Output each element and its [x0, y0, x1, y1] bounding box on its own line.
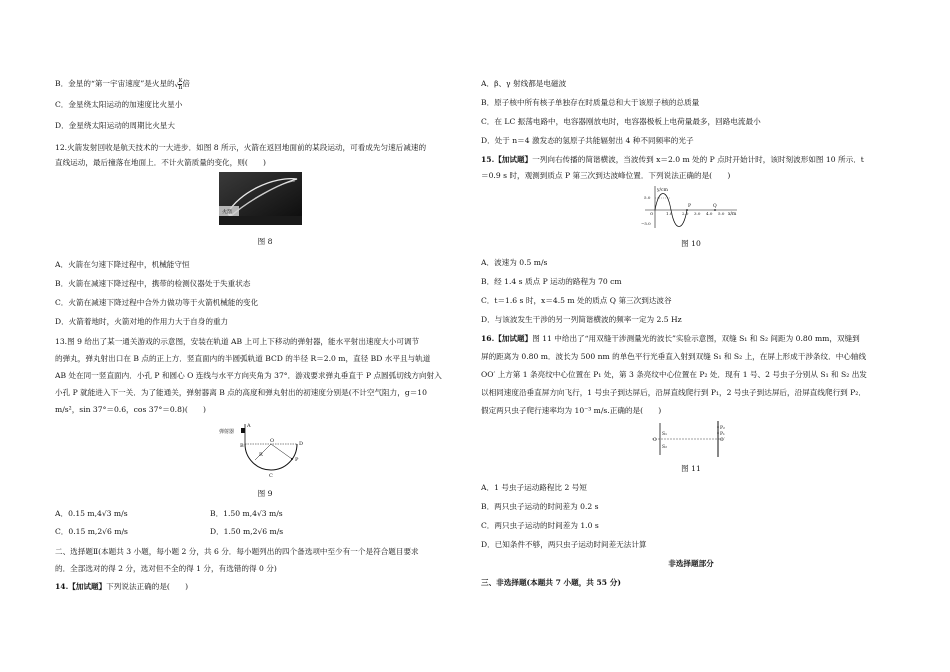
right-column	[481, 0, 901, 672]
label-o: O	[270, 438, 275, 444]
q15-option-b[interactable]: B．经 1.4 s 质点 P 运动的路程为 70 cm	[481, 277, 622, 286]
label-o-prime: O′	[720, 438, 725, 443]
q13-option-d[interactable]: D．1.50 m,2√6 m/s	[210, 527, 284, 536]
figure-8-caption: 图 8	[257, 237, 273, 246]
figure-10-caption: 图 10	[681, 239, 701, 248]
label-r: R	[259, 452, 263, 458]
tick-5: 5.0	[718, 211, 725, 216]
label-d: D	[299, 441, 304, 447]
tick-2: 2.0	[682, 211, 689, 216]
q13-option-c[interactable]: C．0.15 m,2√6 m/s	[55, 527, 128, 536]
q12-option-c[interactable]: C．火箭在减速下降过程中合外力做功等于火箭机械能的变化	[55, 298, 259, 307]
q12-option-d[interactable]: D．火箭着地时，火箭对地的作用力大于自身的重力	[55, 317, 229, 326]
figure-10-wave-graph	[641, 184, 741, 233]
q15-option-d[interactable]: D．与该波发生干涉的另一列简谐横波的频率一定为 2.5 Hz	[481, 315, 682, 324]
label-amplitude: 5.0	[644, 195, 651, 200]
q14-option-b[interactable]: B．原子核中所有核子单独存在时质量总和大于该原子核的总质量	[481, 98, 700, 107]
label-p: P	[688, 204, 692, 209]
label-p2: P₂	[720, 426, 725, 431]
q16-option-b[interactable]: B．两只虫子运动的时间差为 0.2 s	[481, 502, 599, 511]
section-3-heading: 三、非选择题(本题共 7 小题，共 55 分)	[481, 578, 621, 587]
figure-11-double-slit-diagram	[646, 419, 736, 462]
q12-option-a[interactable]: A．火箭在匀速下降过程中，机械能守恒	[55, 260, 190, 269]
label-y-axis: y/cm	[657, 188, 668, 193]
q14-option-c[interactable]: C．在 LC 振荡电路中，电容器刚放电时，电容器极板上电荷量最多，回路电流最小	[481, 117, 761, 126]
label-c: C	[269, 473, 273, 479]
q13-stem-line4: 小孔 P 就能进入下一关．为了能通关，弹射器离 B 点的高度和弹丸射出的初速度分别是(不计空气阻力，g＝10	[55, 388, 427, 397]
q13-stem-line1: 13.图 9 给出了某一通关游戏的示意图，安装在轨道 AB 上可上下移动的弹射器，能水平射出速度大小可调节	[55, 337, 420, 346]
figure-8-rocket-photo	[219, 172, 302, 228]
label-x-axis: x/m	[728, 212, 737, 217]
q13-option-b[interactable]: B．1.50 m,4√3 m/s	[210, 509, 283, 518]
q11-option-c[interactable]: C．金星绕太阳运动的加速度比火星小	[55, 100, 183, 109]
figure-8-label: 火箭	[222, 209, 233, 216]
label-s2: S₂	[662, 445, 667, 450]
q15-stem-line2: ＝0.9 s 时，观测到质点 P 第三次到达波峰位置．下列说法正确的是( )	[481, 171, 731, 180]
label-origin: O	[650, 211, 654, 216]
section-2-heading-line2: 的．全部选对的得 2 分，选对但不全的得 1 分，有选错的得 0 分)	[55, 564, 277, 573]
q16-stem-line5: 假定两只虫子爬行速率均为 10⁻³ m/s.正确的是( )	[481, 406, 662, 415]
tick-1: 1.0	[666, 211, 673, 216]
q16-option-a[interactable]: A．1 号虫子运动路程比 2 号短	[481, 483, 587, 492]
label-o: O	[653, 438, 657, 443]
q16-stem-line2: 屏的距离为 0.80 m．波长为 500 nm 的单色平行光垂直入射到双缝 S₁ 和 S₂ 上，在屏上形成干涉条纹．中心轴线	[481, 352, 867, 361]
q12-option-b[interactable]: B．火箭在减速下降过程中，携带的检测仪器处于失重状态	[55, 279, 251, 288]
q15-option-a[interactable]: A．波速为 0.5 m/s	[481, 258, 548, 267]
section-2-heading-line1: 二、选择题Ⅱ(本题共 3 小题，每小题 2 分，共 6 分．每小题列出的四个备选项中至少有一个是符合题目要求	[55, 547, 419, 556]
figure-9-track-diagram	[215, 420, 315, 487]
q14-option-d[interactable]: D．处于 n＝4 激发态的氢原子共能辐射出 4 种不同频率的光子	[481, 136, 694, 145]
label-s1: S₁	[662, 432, 667, 437]
q11-option-b[interactable]: B．金星的“第一宇宙速度”是火星的√ $\frac{k}{n}$ 倍	[55, 78, 190, 91]
q16-option-c[interactable]: C．两只虫子运动的时间差为 1.0 s	[481, 521, 599, 530]
q15-option-c[interactable]: C．t＝1.6 s 时，x＝4.5 m 处的质点 Q 第三次到达波谷	[481, 296, 672, 305]
label-neg-amplitude: −5.0	[641, 221, 651, 226]
q16-stem-line1: 16.【加试题】图 11 中给出了“用双缝干涉测量光的波长”实验示意图，双缝 S₁ 和 S₂ 间距为 0.80 mm，双缝到	[481, 334, 860, 343]
q16-option-d[interactable]: D．已知条件不够，两只虫子运动时间差无法计算	[481, 540, 647, 549]
q11-option-d[interactable]: D．金星绕太阳运动的周期比火星大	[55, 121, 175, 130]
label-a: A	[247, 423, 251, 429]
label-launcher: 弹射器	[219, 429, 235, 435]
label-b: B	[240, 443, 244, 449]
label-q: Q	[713, 204, 717, 209]
q14-stem: 14.【加试题】下列说法正确的是( )	[55, 582, 189, 591]
q16-stem-line3: OO′ 上方第 1 条亮纹中心位置在 P₁ 处，第 3 条亮纹中心位置在 P₂ 处．现有 1 号、2 号虫子分别从 S₁ 和 S₂ 出发	[481, 370, 867, 379]
figure-11-caption: 图 11	[681, 464, 701, 473]
q16-stem-line4: 以相同速度沿垂直屏方向飞行，1 号虫子到达屏后，沿屏直线爬行到 P₁，2 号虫子到达屏后，沿屏直线爬行到 P₂．	[481, 388, 866, 397]
q12-stem-line1: 12.火箭发射回收是航天技术的一大进步．如图 8 所示，火箭在返回地面前的某段运动，可看成先匀速后减速的	[55, 143, 427, 152]
q14-option-a[interactable]: A．β、γ 射线都是电磁波	[481, 79, 567, 88]
q15-stem-line1: 15.【加试题】一列向右传播的简谐横波，当波传到 x＝2.0 m 处的 P 点时开始计时，该时刻波形如图 10 所示．t	[481, 155, 864, 164]
label-p: P	[295, 457, 299, 463]
tick-4: 4.0	[706, 211, 713, 216]
q13-stem-line5: m/s²，sin 37°＝0.6，cos 37°＝0.8)( )	[55, 405, 206, 414]
tick-3: 3.0	[694, 211, 701, 216]
left-column	[55, 0, 475, 672]
q13-option-a[interactable]: A．0.15 m,4√3 m/s	[55, 509, 128, 518]
q12-stem-line2: 直线运动，最后撞落在地面上．不计火箭质量的变化，则( )	[55, 158, 266, 167]
q13-stem-line2: 的弹丸，弹丸射出口在 B 点的正上方．竖直面内的半圆弧轨道 BCD 的半径 R＝2.0 m，直径 BD 水平且与轨道	[55, 354, 431, 363]
figure-9-caption: 图 9	[257, 489, 273, 498]
label-p1: P₁	[720, 432, 725, 437]
q13-stem-line3: AB 处在同一竖直面内．小孔 P 和圆心 O 连线与水平方向夹角为 37°．游戏要求弹丸垂直于 P 点圆弧切线方向射入	[55, 371, 442, 380]
part-2-title: 非选择题部分	[668, 559, 714, 568]
